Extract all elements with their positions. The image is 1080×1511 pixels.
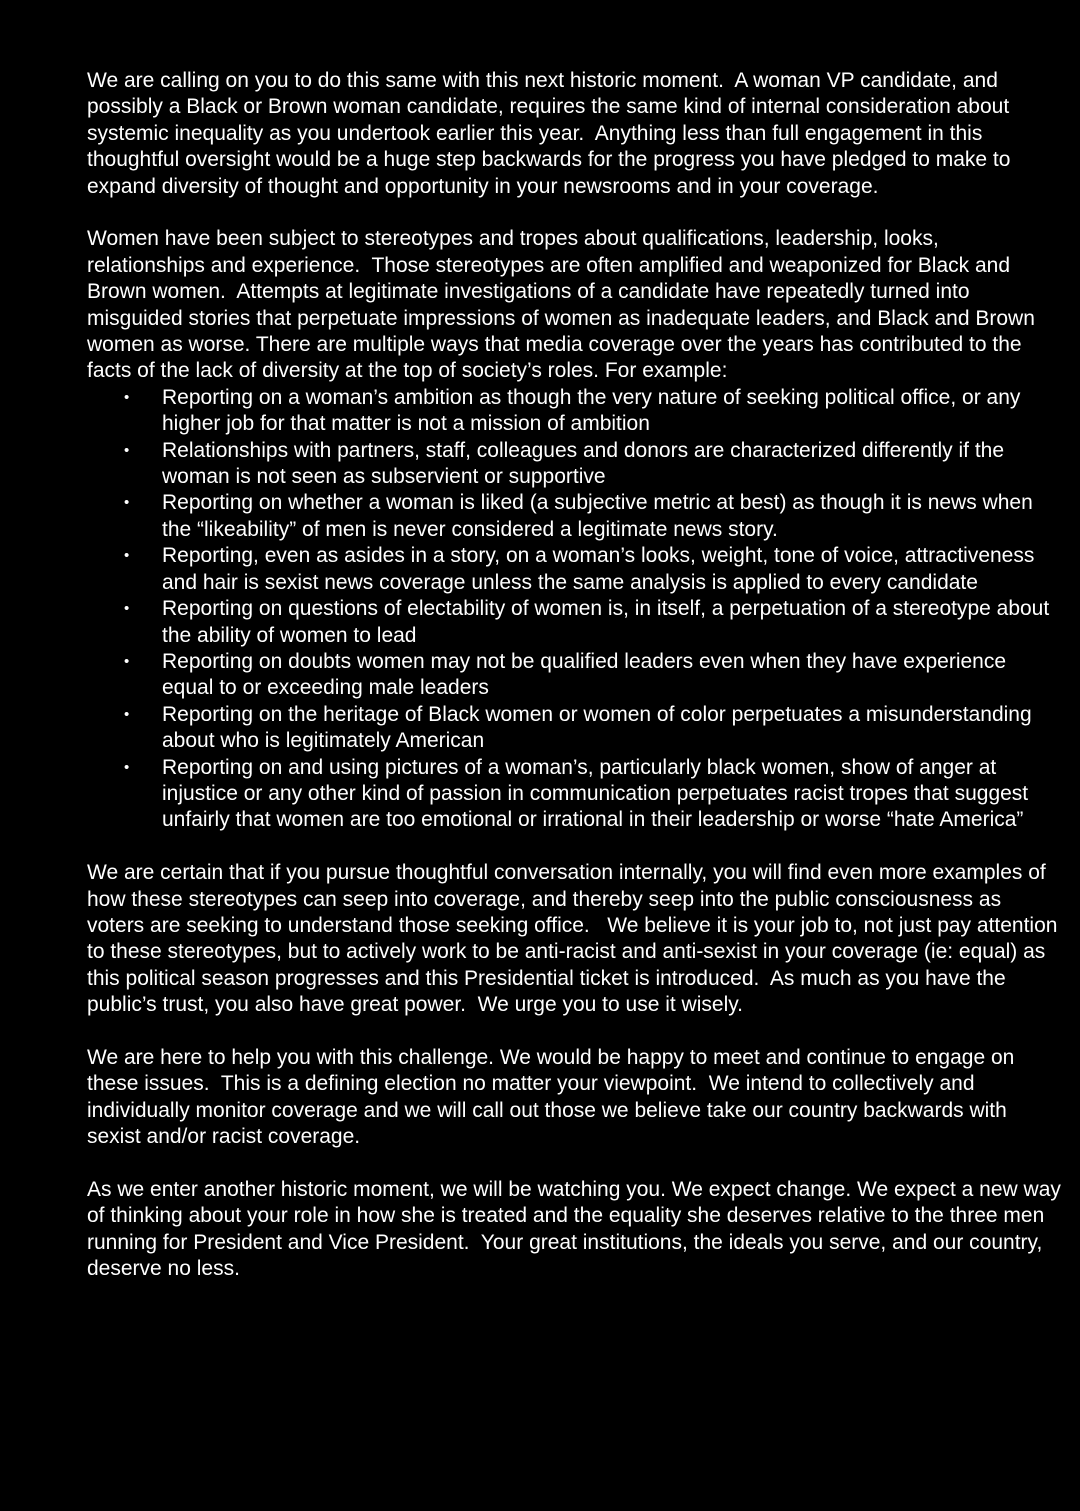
paragraph-help-offer: We are here to help you with this challenge. We would be happy to meet and continue to engage on these issues. This is a defining election no matter your viewpoint. We intend to collectively and individually monitor coverage and we will call out those we believe take our country backwards with sexist and/or racist coverage. xyxy=(87,1045,1021,1149)
bullet-icon: • xyxy=(124,441,130,459)
bullet-icon: • xyxy=(124,600,130,618)
list-item xyxy=(87,543,1062,596)
list-item xyxy=(87,596,1062,649)
list-item-text: Reporting on questions of electability of women is, in itself, a perpetuation of a stereotype about the ability of women to lead xyxy=(162,597,1050,647)
list-item-text: Reporting on doubts women may not be qualified leaders even when they have experience equal to or exceeding male leaders xyxy=(162,649,1007,700)
list-item xyxy=(87,702,1062,755)
examples-list xyxy=(87,385,1062,834)
list-item-text: Reporting on the heritage of Black women or women of color perpetuates a misunderstanding about who is legitimately American xyxy=(162,702,1032,753)
bullet-icon: • xyxy=(124,388,130,406)
list-item-text: Reporting on whether a woman is liked (a subjective metric at best) as though it is news when the “likeability” of men is never considered a legitimate news story. xyxy=(162,491,1033,541)
list-item-text: Reporting on a woman’s ambition as though the very nature of seeking political office, or any higher job for that matter is not a mission of ambition xyxy=(162,385,1021,436)
list-item xyxy=(87,755,1062,834)
list-item-text: Reporting on and using pictures of a woman’s, particularly black women, show of anger at injustice or any other kind of passion in communication perpetuates racist tropes that suggest unfairly that women are too emotional or irrational in their leadership or worse “hate America” xyxy=(162,755,1029,832)
paragraph-historic-moment: We are calling on you to do this same with this next historic moment. A woman VP candidate, and possibly a Black or Brown woman candidate, requires the same kind of internal consideration about systemic inequality as you undertook earlier this year. Anything less than full engagement in this thoughtful oversight would be a huge step backwards for the progress you have pledged to make to expand diversity of thought and opportunity in your newsrooms and in your coverage. xyxy=(87,69,1017,198)
paragraph-stereotypes: Women have been subject to stereotypes and tropes about qualifications, leadership, looks, relationships and experience. Those stereotypes are often amplified and weaponized for Black and Brown women. Attempts at legitimate investigations of a candidate have repeatedly turned into misguided stories that perpetuate impressions of women as inadequate leaders, and Black and Brown women as worse. There are multiple ways that media coverage over the years has contributed to the facts of the lack of diversity at the top of society’s roles. For example: xyxy=(87,227,1041,383)
paragraph-closing: As we enter another historic moment, we will be watching you. We expect change. We expect a new way of thinking about your role in how she is treated and the equality she deserves relative to the three men running for President and Vice President. Your great institutions, the ideals you serve, and our country, deserve no less. xyxy=(87,1178,1067,1281)
bullet-icon: • xyxy=(124,547,130,565)
list-item xyxy=(87,438,1062,491)
bullet-icon: • xyxy=(124,758,130,776)
list-item xyxy=(87,649,1062,702)
bullet-icon: • xyxy=(124,652,130,670)
bullet-icon: • xyxy=(124,705,130,723)
list-item-text: Relationships with partners, staff, colleagues and donors are characterized differently if the woman is not seen as subservient or supportive xyxy=(162,438,1005,489)
paragraph-internal-conversation: We are certain that if you pursue thoughtful conversation internally, you will find even more examples of how these stereotypes can seep into coverage, and thereby seep into the public consciousness as voters are seeking to understand those seeking office. We believe it is your job to, not just pay attention to these stereotypes, but to actively work to be anti-racist and anti-sexist in your coverage (ie: equal) as this political season progresses and this Presidential ticket is introduced. As much as you have the public’s trust, you also have great power. We urge you to use it wisely. xyxy=(87,861,1064,1017)
letter-page xyxy=(87,68,1067,1309)
list-item xyxy=(87,385,1062,438)
bullet-icon: • xyxy=(124,494,130,512)
list-item xyxy=(87,490,1062,543)
list-item-text: Reporting, even as asides in a story, on a woman’s looks, weight, tone of voice, attractiveness and hair is sexist news coverage unless the same analysis is applied to every candidate xyxy=(162,544,1035,594)
